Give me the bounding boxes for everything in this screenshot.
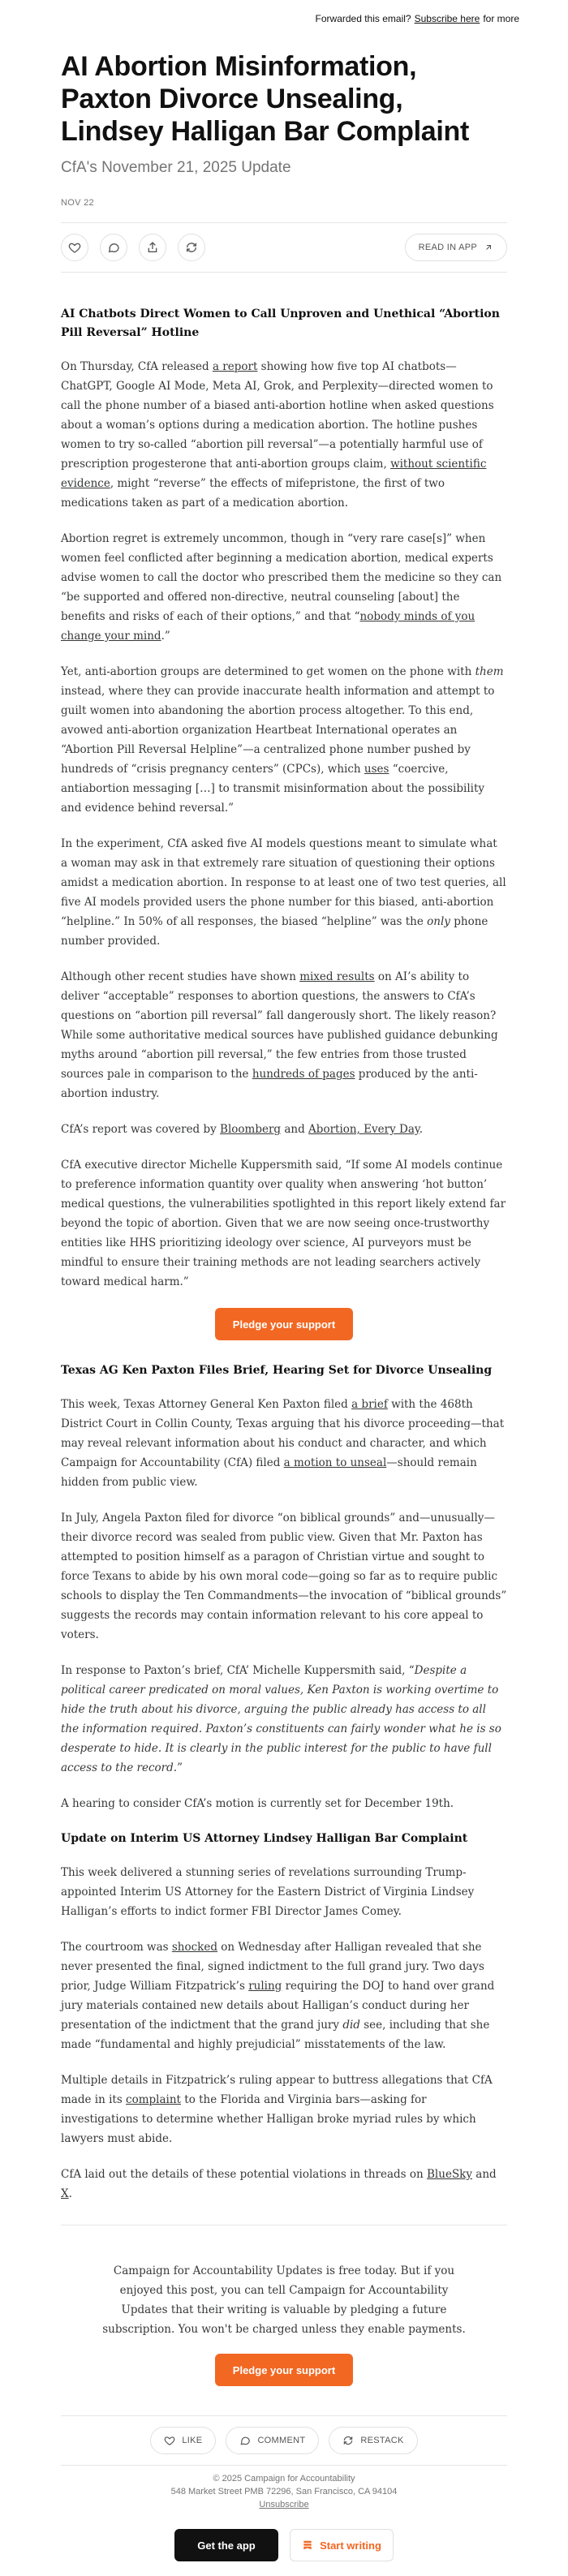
paragraph: Yet, anti-abortion groups are determined to get women on the phone with them instead, where they can provide inaccurate health information and attempt to guilt women into abandoning the abortion process altogether. To this end, avowed anti-abortion organization Heartbeat International operates an “Abortion Pill Reversal Helpline”—a centralized phone number pushed by hundreds of “crisis pregnancy centers” (CPCs), which uses “coercive, antiabortion messaging […] to transmit misinformation about the possibility and evidence behind reversal.” [61,665,504,815]
post-subtitle: CfA's November 21, 2025 Update [61,159,291,176]
report-link[interactable]: a report [212,360,258,373]
unsubscribe-link[interactable]: Unsubscribe [259,2500,309,2509]
bloomberg-link[interactable]: Bloomberg [220,1123,282,1136]
paragraph: CfA’s report was covered by Bloomberg and Abortion, Every Day. [61,1123,424,1136]
footer-restack-button[interactable] [329,2427,417,2454]
paragraph: A hearing to consider CfA’s motion is currently set for December 19th. [61,1797,454,1810]
arrow-up-right-icon [484,243,493,252]
section-heading-halligan: Update on Interim US Attorney Lindsey Halligan Bar Complaint [61,1832,468,1845]
restack-icon [342,2435,354,2446]
divider [61,2225,507,2226]
forward-bar [0,0,568,37]
like-label: LIKE [182,2436,203,2445]
read-in-app-label: READ IN APP [418,243,477,252]
read-in-app-button[interactable] [405,234,507,261]
start-writing-button[interactable] [290,2529,394,2561]
abortion-every-day-link[interactable]: Abortion, Every Day [308,1123,420,1136]
x-link[interactable]: X [61,2187,69,2200]
pen-icon [302,2539,313,2551]
ruling-link[interactable]: ruling [248,1980,282,1993]
restack-label: RESTACK [360,2436,404,2445]
footer-action-bar [61,2415,507,2466]
legal-footer [61,2472,507,2511]
paragraph: This week, Texas Attorney General Ken Paxton filed a brief with the 468th District Court in Collin County, Texas arguing that his divorce proceeding—that may reveal relevant information about his conduct and character, and which Campaign for Accountability (CfA) filed a motion to unseal—should remain hidden from public view. [61,1398,505,1489]
heart-icon [164,2435,175,2446]
paragraph: This week delivered a stunning series of revelations surrounding Trump-appointed Interim US Attorney for the Eastern District of Virginia Lindsey Halligan’s efforts to indict former FBI Director James Comey. [61,1866,475,1918]
post-title: AI Abortion Misinformation, Paxton Divorce Unsealing, Lindsey Halligan Bar Complaint [61,51,469,147]
paragraph: In the experiment, CfA asked five AI models questions meant to simulate what a woman may ask in that extremely rare situation of questioning their options amidst a medication abortion. In response to at least one of two test queries, all five AI models provided users the phone number for this biased, anti-abortion “helpline.” In 50% of all responses, the biased “helpline” was the only phone number provided. [61,837,506,948]
mixed-results-link[interactable]: mixed results [299,970,375,983]
comment-button[interactable] [100,234,127,261]
paragraph: The courtroom was shocked on Wednesday after Halligan revealed that she never presented the final, signed indictment to the full grand jury. Two days prior, Judge William Fitzpatrick’s ruling requiring the DOJ to hand over grand jury materials contained new details about Halligan’s conduct during her presentation of the indictment that the grand jury did see, including that she made “fundamental and highly prejudicial” misstatements of the law. [61,1941,495,2051]
shocked-link[interactable]: shocked [171,1941,217,1954]
restack-button[interactable] [178,234,205,261]
heart-icon [68,241,81,254]
restack-icon [185,241,198,254]
share-icon [146,241,159,254]
forward-suffix: for more [483,13,519,24]
scientific-evidence-link[interactable]: without scientific evidence [61,458,487,490]
paragraph: Although other recent studies have shown mixed results on AI’s ability to deliver “acceptable” responses to abortion questions, the answers to CfA’s questions on “abortion pill reversal” fall dangerously short. The likely reason? While some authoritative medical sources have published guidance debunking myths around “abortion pill reversal,” the few entries from those trusted sources pale in comparison to the hundreds of pages produced by the anti-abortion industry. [61,970,498,1100]
start-writing-label: Start writing [320,2539,381,2552]
section-heading-paxton: Texas AG Ken Paxton Files Brief, Hearing Set for Divorce Unsealing [61,1364,493,1377]
post-action-bar [61,222,507,273]
comment-label: COMMENT [257,2436,306,2445]
complaint-link[interactable]: complaint [126,2093,181,2106]
paragraph: In July, Angela Paxton filed for divorce “on biblical grounds” and—unusually—their divorce record was sealed from public view. Given that Mr. Paxton has attempted to position himself as a paragon of Christian virtue and sought to force Texans to abide by his own moral code—going so far as to require public schools to display the Ten Commandments—the invocation of “biblical grounds” suggests the records may contain information relevant to his core appeal to voters. [61,1512,507,1641]
forward-prefix: Forwarded this email? [315,13,411,24]
pledge-support-button-footer[interactable]: Pledge your support [215,2354,353,2386]
comment-icon [239,2435,251,2446]
paragraph: In response to Paxton’s brief, CfA’ Michelle Kuppersmith said, “Despite a political career predicated on moral values, Ken Paxton is working overtime to hide the truth about his divorce, arguing the public already has access to all the information required. Paxton’s constituents can fairly wonder what he is so desperate to hide. It is clearly in the public interest for the public to have full access to the record.” [61,1664,501,1774]
paragraph: Multiple details in Fitzpatrick’s ruling appear to buttress allegations that CfA made in its complaint to the Florida and Virginia bars—asking for investigations to determine whether Halligan broke myriad rules by which lawyers must abide. [61,2074,493,2145]
post-date: NOV 22 [61,198,94,208]
address: 548 Market Street PMB 72296, San Francisco, CA 94104 [170,2487,398,2496]
app-buttons [61,2529,507,2561]
pledge-support-button[interactable]: Pledge your support [215,1308,353,1340]
bluesky-link[interactable]: BlueSky [427,2168,472,2181]
paragraph: CfA executive director Michelle Kuppersmith said, “If some AI models continue to preference information quantity over quality when answering ‘hot button’ medical questions, the vulnerabilities spotlighted in this report likely extend far beyond the topic of abortion. Given that we are now seeing once-trustworthy entities like HHS prioritizing ideology over science, AI purveyors must be mindful to ensure their training methods are not leading searchers actively toward medical harm.” [61,1159,506,1288]
get-the-app-button[interactable]: Get the app [174,2529,278,2561]
brief-link[interactable]: a brief [351,1398,388,1411]
uses-link[interactable]: uses [364,763,389,776]
paragraph: Abortion regret is extremely uncommon, though in “very rare case[s]” when women feel conflicted after beginning a medication abortion, medical experts advise women to call the doctor who prescribed them the medicine so they can “be supported and offered non-directive, neutral counseling [about] the benefits and risks of each of their options,” and that “nobody minds of you change your mind.” [61,532,502,643]
like-button[interactable] [61,234,88,261]
post-body [61,305,507,2204]
paragraph: On Thursday, CfA released a report showing how five top AI chatbots—ChatGPT, Google AI Mode, Meta AI, Grok, and Perplexity—directed women to call the phone number of a biased anti-abortion hotline when asked questions about a woman’s options during a medication abortion. The hotline pushes women to try so-called “abortion pill reversal”—a potentially harmful use of prescription progesterone that anti-abortion groups claim, without scientific evidence, might “reverse” the effects of mifepristone, the first of two medications taken as part of a medication abortion. [61,360,494,510]
share-button[interactable] [139,234,166,261]
change-mind-link[interactable]: nobody minds of you change your mind [61,610,475,643]
paragraph: CfA laid out the details of these potential violations in threads on BlueSky and X. [61,2168,497,2200]
subscribe-link[interactable]: Subscribe here [414,13,480,24]
footer-like-button[interactable] [150,2427,216,2454]
motion-to-unseal-link[interactable]: a motion to unseal [283,1456,387,1469]
comment-icon [107,241,120,254]
copyright: © 2025 Campaign for Accountability [213,2474,355,2484]
hundreds-of-pages-link[interactable]: hundreds of pages [252,1068,355,1081]
footer-comment-button[interactable] [226,2427,319,2454]
section-heading-ai-chatbots: AI Chatbots Direct Women to Call Unproven and Unethical “Abortion Pill Reversal” Hotline [61,307,500,339]
pledge-message: Campaign for Accountability Updates is free today. But if you enjoyed this post, you can tell Campaign for Accountability Updates that their writing is valuable by pledging a future subscription. You won't be charged unless they enable payments. [102,2264,466,2336]
